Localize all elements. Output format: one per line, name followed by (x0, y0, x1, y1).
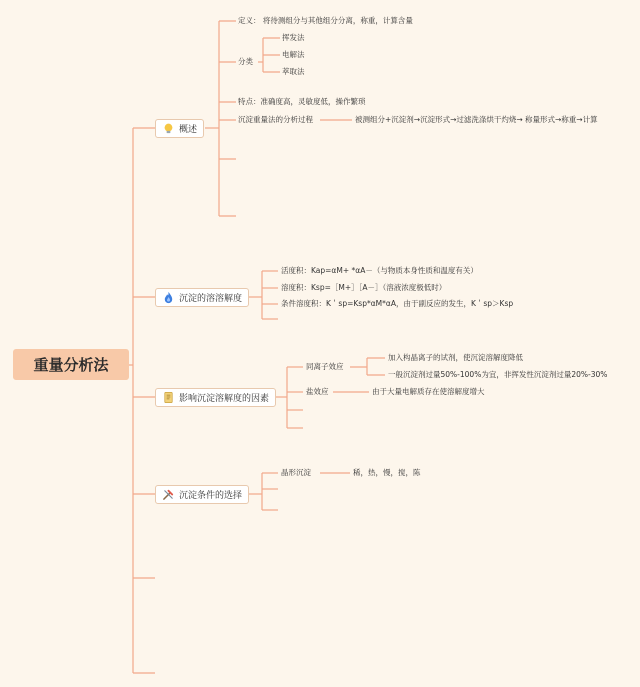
classification-item: 挥发法 (282, 33, 305, 42)
branch-factors[interactable] (155, 388, 276, 407)
branch-conditions-label: 沉淀条件的选择 (179, 491, 243, 501)
lightbulb-icon (162, 122, 175, 135)
branch-overview[interactable] (155, 119, 204, 138)
crystalline-label: 晶形沉淀 (281, 468, 311, 477)
overview-definition: 定义： 将待测组分与其他组分分离，称重，计算含量 (238, 16, 413, 25)
salt-effect-detail: 由于大量电解质存在使溶解度增大 (372, 387, 485, 396)
process-steps: 被测组分+沉淀剂→沉淀形式→过滤洗涤烘干灼烧→ 称量形式→称重→计算 (355, 115, 598, 124)
solubility-item: 活度积：Kap=αM+ *αA－（与物质本身性质和温度有关） (281, 266, 478, 275)
common-ion-label: 同离子效应 (306, 362, 344, 371)
solubility-item: 条件溶度积：K＇sp=Ksp*αM*αA，由于副反应的发生，K＇sp＞Ksp (281, 299, 514, 308)
classification-item: 电解法 (282, 50, 305, 59)
solubility-item: 溶度积：Ksp=［M+］［A－］（溶液浓度极低时） (281, 283, 447, 292)
common-ion-item: 一般沉淀剂过量50%-100%为宜，非挥发性沉淀剂过量20%-30% (388, 370, 608, 379)
classification-item: 萃取法 (282, 67, 305, 76)
root-topic[interactable]: 重量分析法 (13, 349, 129, 380)
scroll-icon (162, 391, 175, 404)
branch-factors-label: 影响沉淀溶解度的因素 (179, 394, 270, 404)
crystalline-detail: 稀，热，慢，搅，陈 (353, 468, 421, 477)
classification-label: 分类 (238, 57, 253, 66)
branch-solubility[interactable] (155, 288, 249, 307)
branch-overview-label: 概述 (179, 125, 198, 135)
overview-features: 特点：准确度高，灵敏度低，操作繁琐 (238, 97, 366, 106)
tools-icon (162, 488, 175, 501)
salt-effect-label: 盐效应 (306, 387, 329, 396)
branch-conditions[interactable] (155, 485, 249, 504)
flame-icon (162, 291, 175, 304)
branch-solubility-label: 沉淀的溶溶解度 (179, 294, 243, 304)
process-label: 沉淀重量法的分析过程 (238, 115, 313, 124)
common-ion-item: 加入构晶离子的试剂，使沉淀溶解度降低 (388, 353, 523, 362)
